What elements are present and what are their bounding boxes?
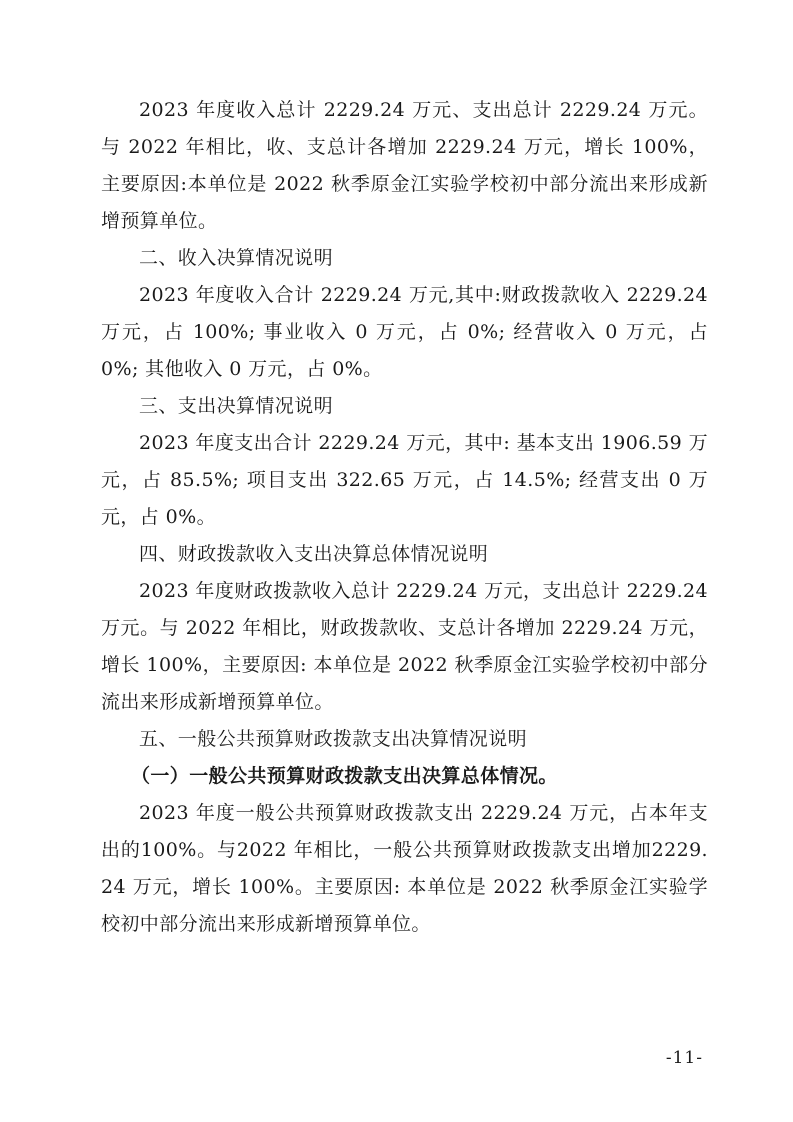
subheading-general-public-budget-overall: （一）一般公共预算财政拨款支出决算总体情况。 [131,765,558,787]
page-number: -11- [665,1048,703,1068]
heading-expenditure-section: 三、支出决算情况说明 [139,395,334,417]
paragraph-income-details: 2023 年度收入合计 2229.24 万元,其中:财政拨款收入 2229.24 万元，占 100%; 事业收入 0 万元，占 0%; 经营收入 0 万元，占 0%; 其他收入 0 万元，占 0%。 [101,284,708,380]
heading-general-public-budget-section: 五、一般公共预算财政拨款支出决算情况说明 [139,728,528,750]
paragraph-total-income-expenditure: 2023 年度收入总计 2229.24 万元、支出总计 2229.24 万元。与 2022 年相比，收、支总计各增加 2229.24 万元，增长 100%，主要原因:本单位是 2022 秋季原金江实验学校初中部分流出来形成新增预算单位。 [101,99,708,232]
paragraph-general-public-budget-details: 2023 年度一般公共预算财政拨款支出 2229.24 万元，占本年支出的100%。与2022 年相比，一般公共预算财政拨款支出增加2229.24 万元，增长 100%。主要原因: 本单位是 2022 秋季原金江实验学校初中部分流出来形成新增预算单位。 [101,802,708,935]
paragraph-expenditure-details: 2023 年度支出合计 2229.24 万元，其中: 基本支出 1906.59 万元，占 85.5%; 项目支出 322.65 万元，占 14.5%; 经营支出 0 万元，占 0%。 [101,432,708,528]
heading-fiscal-appropriation-section: 四、财政拨款收入支出决算总体情况说明 [139,543,489,565]
heading-income-section: 二、收入决算情况说明 [139,247,334,269]
document-body [101,92,708,943]
paragraph-fiscal-appropriation-details: 2023 年度财政拨款收入总计 2229.24 万元，支出总计 2229.24 万元。与 2022 年相比，财政拨款收、支总计各增加 2229.24 万元，增长 100%，主要原因: 本单位是 2022 秋季原金江实验学校初中部分流出来形成新增预算单位。 [101,580,708,713]
